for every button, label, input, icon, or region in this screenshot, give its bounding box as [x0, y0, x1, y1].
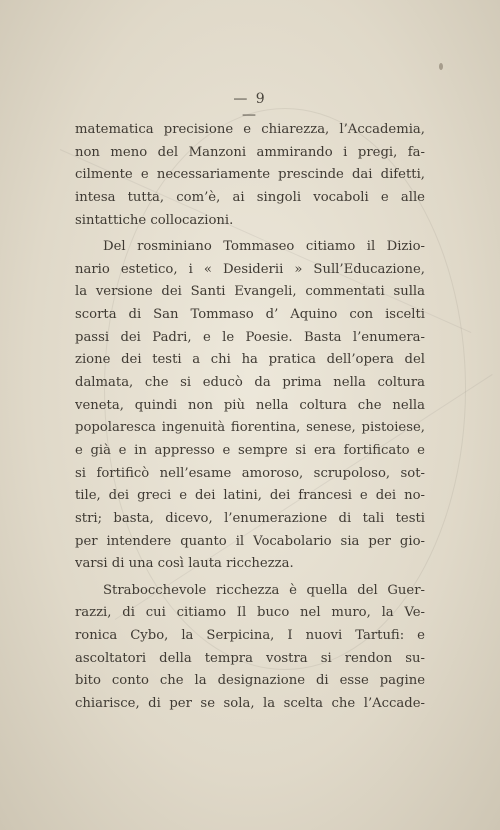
text-line: la versione dei Santi Evangeli, commentati sulla	[75, 284, 425, 300]
text-line: zione dei testi a chi ha pratica dell’opera del	[75, 352, 425, 368]
text-line: scorta di San Tommaso d’ Aquino con iscelti	[75, 307, 425, 323]
text-line: dalmata, che si educò da prima nella coltura	[75, 375, 425, 391]
text-line: sintattiche collocazioni.	[75, 212, 234, 228]
text-line: stri; basta, dicevo, l’enumerazione di tali testi	[75, 510, 425, 526]
text-line: cilmente e necessariamente prescinde dai difetti,	[75, 167, 425, 183]
text-line: per intendere quanto il Vocabolario sia per gio-	[75, 533, 425, 549]
text-line-content: Strabocchevole ricchezza è quella del Guer-	[103, 582, 425, 598]
text-line: ascoltatori della tempra vostra si rendon su-	[75, 650, 425, 666]
text-line: varsi di una così lauta ricchezza.	[75, 556, 294, 572]
body-text	[75, 119, 425, 716]
text-line	[75, 236, 425, 259]
text-line: popolaresca ingenuità fiorentina, senese, pistoiese,	[75, 420, 425, 436]
text-line: matematica precisione e chiarezza, l’Accademia,	[75, 122, 425, 137]
text-line: e già e in appresso e sempre si era fortificato e	[75, 442, 425, 458]
text-line: passi dei Padri, e le Poesie. Basta l’enumera-	[75, 329, 425, 345]
text-line: bito conto che la designazione di esse pagine	[75, 673, 425, 689]
text-line: nario estetico, i « Desiderii » Sull’Educazione,	[75, 261, 425, 277]
text-line: chiarisce, di per se sola, la scelta che l’Accade-	[75, 696, 425, 712]
text-line: si fortificò nell’esame amoroso, scrupoloso, sot-	[75, 465, 425, 481]
text-line: tile, dei greci e dei latini, dei francesi e dei no-	[75, 488, 425, 504]
text-line: non meno del Manzoni ammirando i pregi, fa-	[75, 144, 425, 160]
text-line	[75, 580, 425, 603]
text-line: razzi, di cui citiamo Il buco nel muro, la Ve-	[75, 605, 425, 621]
paper-speck	[439, 63, 443, 70]
text-line: intesa tutta, com’è, ai singoli vocaboli e alle	[75, 189, 425, 205]
text-line: veneta, quindi non più nella coltura che nella	[75, 397, 425, 413]
text-line-content: Del rosminiano Tommaseo citiamo il Dizio-	[103, 239, 425, 255]
page-number: — 9 —	[233, 91, 267, 123]
text-line: ronica Cybo, la Serpicina, I nuovi Tartufi: e	[75, 628, 425, 644]
